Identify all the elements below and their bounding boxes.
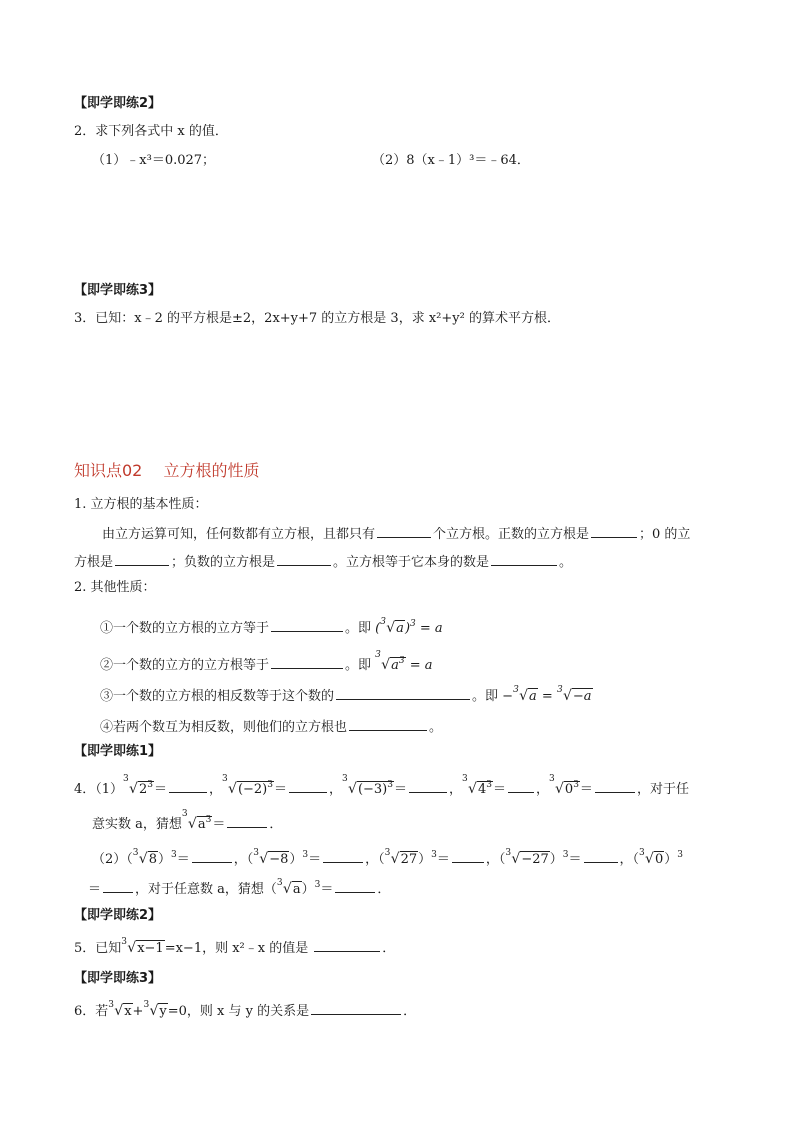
equals: ＝ — [308, 852, 322, 867]
text: 6．若 — [74, 1004, 109, 1019]
text: ；0 的立 — [639, 527, 691, 542]
text: ③一个数的立方根的相反数等于这个数的 — [100, 689, 335, 704]
formula: − 3 √a = 3 √−a — [502, 685, 592, 704]
item-1-line-1 — [102, 524, 690, 544]
text: 。即 — [345, 621, 372, 636]
text: ． — [403, 1004, 417, 1019]
question-3: 3．已知：x﹣2 的平方根是±2，2x+y+7 的立方根是 3，求 x²+y² 的算术平方根． — [74, 311, 560, 326]
question-number: （2） — [92, 852, 127, 867]
period: ． — [377, 882, 391, 897]
text: 。 — [559, 555, 573, 570]
answer-blank[interactable] — [311, 1001, 401, 1015]
practice-header: 【即学即练3】 — [74, 283, 162, 298]
question-2-part-2: （2）8（x﹣1）³＝﹣64． — [372, 153, 530, 168]
answer-blank[interactable] — [508, 779, 534, 793]
equals: ＝ — [492, 782, 506, 797]
text: 。立方根等于它本身的数是 — [333, 555, 490, 570]
answer-blank[interactable] — [314, 938, 380, 952]
answer-blank[interactable] — [271, 655, 343, 669]
text: ①一个数的立方根的立方等于 — [100, 621, 270, 636]
text: =0，则 x 与 y 的关系是 — [167, 1004, 310, 1019]
question-number: 4．（1） — [74, 782, 124, 797]
text: 个立方根。正数的立方根是 — [433, 527, 590, 542]
answer-blank[interactable] — [115, 552, 169, 566]
answer-blank[interactable] — [409, 779, 447, 793]
answer-blank[interactable] — [591, 524, 637, 538]
answer-blank[interactable] — [377, 524, 431, 538]
question-4-part-1-line-2: 意实数 a，猜想 3 $√a^3=$ ． — [92, 809, 283, 832]
property-4 — [100, 717, 442, 737]
question-2-part-1: （1）﹣x³＝0.027； — [92, 153, 216, 168]
practice-header: 【即学即练2】 — [74, 908, 162, 923]
answer-blank[interactable] — [452, 849, 484, 863]
answer-blank[interactable] — [584, 849, 618, 863]
answer-blank[interactable] — [103, 879, 133, 893]
equals: ＝ — [176, 852, 190, 867]
question-6: 6．若 3 √x+ 3 √y=0，则 x 与 y 的关系是 ． — [74, 1000, 417, 1019]
equals: ＝ — [212, 817, 226, 832]
text: 。即 — [472, 689, 499, 704]
text: ＝ — [88, 882, 102, 897]
text: ，对于任意数 a，猜想（ — [135, 882, 277, 897]
text: ；负数的立方根是 — [171, 555, 276, 570]
property-2 — [100, 652, 433, 675]
question-4-part-1: 4．（1） 3 $√2^3=$ ， 3 $√(-2)^3=$ ， 3 $√(-3)^3=$ ， 3 $√4^3=$ ， 3 $√0^3=$ ，对于任 — [74, 774, 689, 797]
equals: ＝ — [153, 782, 167, 797]
section-title: 知识点02 立方根的性质 — [74, 461, 260, 480]
equals: ＝ — [393, 782, 407, 797]
equals: ＝ — [273, 782, 287, 797]
equals: ＝ — [568, 852, 582, 867]
property-3 — [100, 686, 593, 706]
answer-blank[interactable] — [227, 814, 267, 828]
answer-blank[interactable] — [192, 849, 232, 863]
text: 方根是 — [74, 555, 114, 570]
equals: ＝ — [436, 852, 450, 867]
formula: 3 $√a^3 = a$ — [375, 650, 433, 673]
formula: ( 3 √a)$^3$ = a — [375, 617, 443, 636]
text: ． — [382, 941, 396, 956]
item-1-line-2 — [74, 552, 572, 572]
practice-header: 【即学即练1】 — [74, 744, 162, 759]
text: =x−1，则 x²﹣x 的值是 — [164, 941, 309, 956]
item-1-title: 1. 立方根的基本性质： — [74, 497, 208, 512]
item-2-title: 2. 其他性质： — [74, 580, 156, 595]
answer-blank[interactable] — [323, 849, 363, 863]
answer-blank[interactable] — [289, 779, 327, 793]
text: ④若两个数互为相反数，则他们的立方根也 — [100, 720, 348, 735]
question-2-stem: 2．求下列各式中 x 的值． — [74, 124, 228, 139]
property-1 — [100, 615, 443, 638]
text: 由立方运算可知，任何数都有立方根，且都只有 — [102, 527, 376, 542]
practice-header: 【即学即练2】 — [74, 96, 162, 111]
text: ，对于任 — [636, 782, 689, 797]
text: 。 — [429, 720, 443, 735]
question-4-part-2-line-2: ＝ ，对于任意数 a，猜想（ 3 √a）$^3$＝ ． — [88, 878, 391, 897]
answer-blank[interactable] — [336, 686, 470, 700]
equals: ＝ — [320, 882, 334, 897]
answer-blank[interactable] — [491, 552, 557, 566]
answer-blank[interactable] — [335, 879, 375, 893]
answer-blank[interactable] — [595, 779, 635, 793]
text: 意实数 a，猜想 — [92, 817, 182, 832]
practice-header: 【即学即练3】 — [74, 971, 162, 986]
answer-blank[interactable] — [349, 717, 427, 731]
answer-blank[interactable] — [169, 779, 207, 793]
text: 。即 — [345, 658, 372, 673]
period: ． — [269, 817, 283, 832]
text: 5．已知 — [74, 941, 122, 956]
question-5: 5．已知 3 √x−1=x−1，则 x²﹣x 的值是 ． — [74, 937, 396, 956]
text: ②一个数的立方的立方根等于 — [100, 658, 270, 673]
answer-blank[interactable] — [277, 552, 331, 566]
equals: ＝ — [579, 782, 593, 797]
question-4-part-2: （2）（ 3 √8）$^3$＝ ，（ 3 √−8）$^3$＝ ，（ 3 √27）$^3$＝ ，（ 3 √−27）$^3$＝ ，（ 3 √0）$^3$ — [92, 848, 683, 867]
answer-blank[interactable] — [271, 618, 343, 632]
